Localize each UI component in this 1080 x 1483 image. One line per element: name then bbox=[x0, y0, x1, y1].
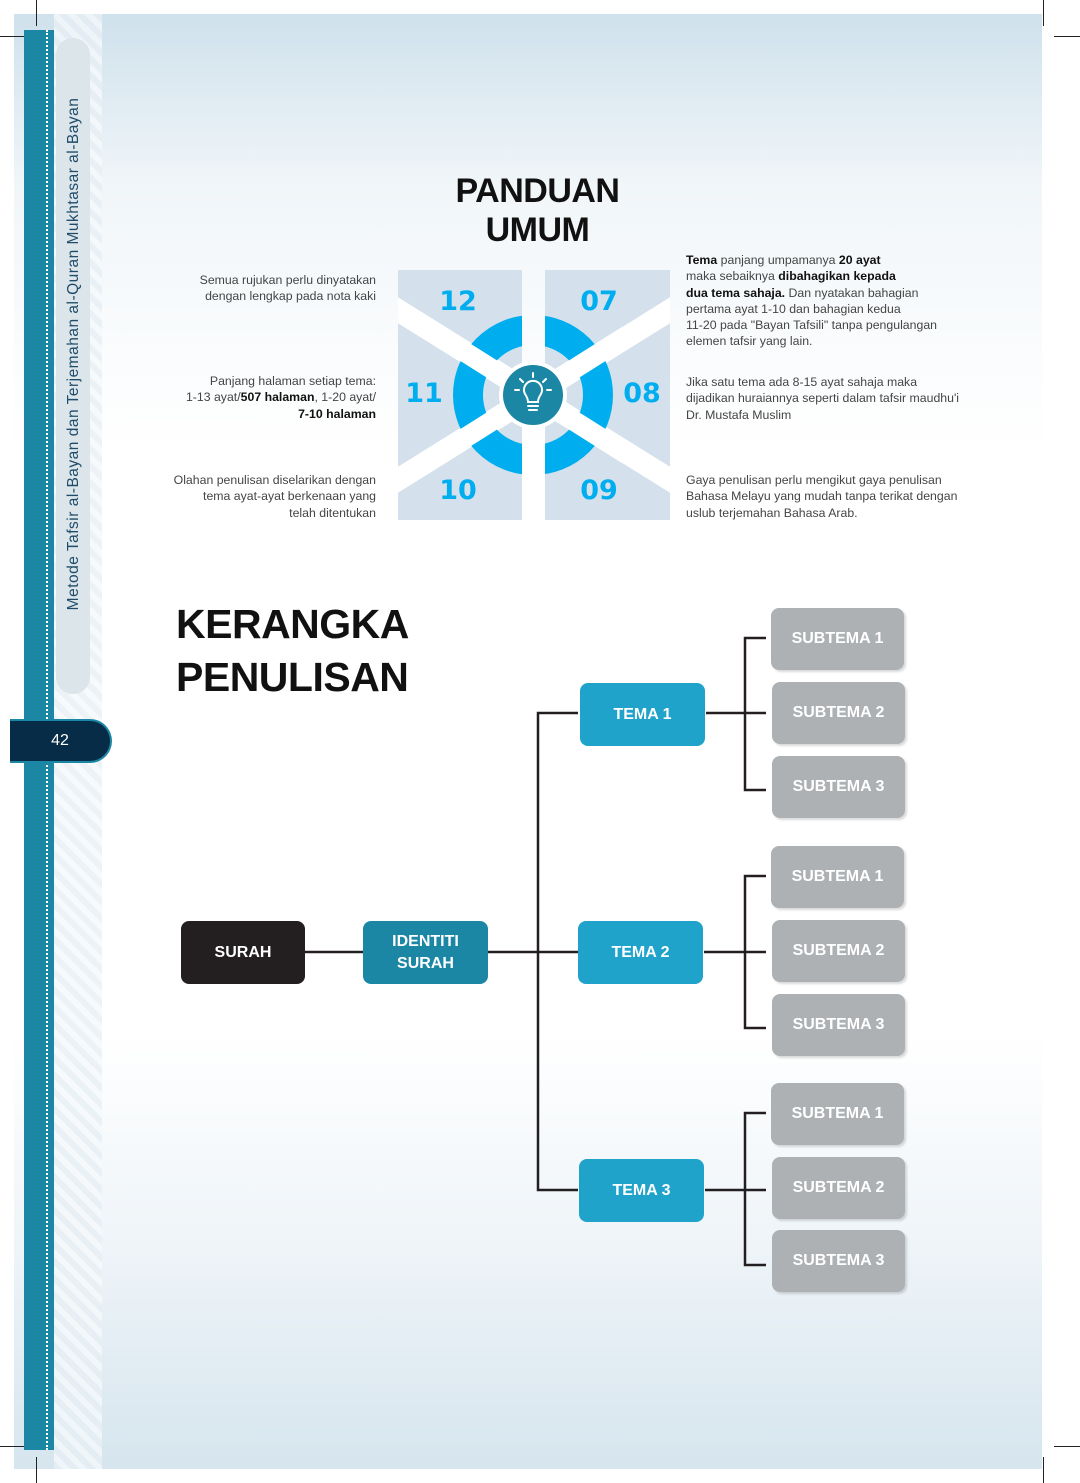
node-tema-3: TEMA 3 bbox=[579, 1159, 704, 1222]
node-tema1-subtema-3: SUBTEMA 3 bbox=[772, 756, 905, 818]
section-title-panduan: PANDUAN UMUM bbox=[455, 172, 620, 249]
note-left-2: Panjang halaman setiap tema: 1-13 ayat/507 halaman, 1-20 ayat/ 7-10 halaman bbox=[185, 374, 376, 421]
note-right-3: Gaya penulisan perlu mengikut gaya penulisan Bahasa Melayu yang mudah tanpa terikat dengan uslub terjemahan Bahasa Arab. bbox=[686, 473, 958, 520]
segment-label-10: 10 bbox=[439, 475, 477, 506]
segment-label-11: 11 bbox=[405, 378, 443, 409]
node-tema1-subtema-1: SUBTEMA 1 bbox=[771, 608, 904, 670]
segment-label-08: 08 bbox=[623, 378, 661, 409]
note-right-1: Tema panjang umpamanya 20 ayat maka sebaiknya dibahagikan kepada dua tema sahaja. Dan nyatakan bahagian pertama ayat 1-10 dan bahagian kedua 11-20 pada "Bayan Tafsili" tanpa pengulangan elemen tafsir yang lain. bbox=[686, 253, 937, 349]
segment-label-12: 12 bbox=[439, 286, 477, 317]
node-surah: SURAH bbox=[181, 921, 305, 984]
node-tema-1: TEMA 1 bbox=[580, 683, 705, 746]
book-title: Metode Tafsir al-Bayan dan Terjemahan al-Quran Mukhtasar al-Bayan bbox=[65, 97, 82, 611]
node-tema1-subtema-2: SUBTEMA 2 bbox=[772, 682, 905, 744]
note-right-2: Jika satu tema ada 8-15 ayat sahaja maka dijadikan huraiannya seperti dalam tafsir maudhu'i Dr. Mustafa Muslim bbox=[686, 375, 960, 422]
node-tema3-subtema-1: SUBTEMA 1 bbox=[771, 1083, 904, 1145]
note-left-1: Semua rujukan perlu dinyatakan dengan lengkap pada nota kaki bbox=[199, 273, 376, 304]
node-tema3-subtema-3: SUBTEMA 3 bbox=[772, 1230, 905, 1292]
section-title-kerangka: KERANGKA PENULISAN bbox=[176, 601, 409, 700]
node-tema-2: TEMA 2 bbox=[578, 921, 703, 984]
node-tema2-subtema-2: SUBTEMA 2 bbox=[772, 920, 905, 982]
node-tema3-subtema-2: SUBTEMA 2 bbox=[772, 1157, 905, 1219]
segment-label-07: 07 bbox=[580, 286, 618, 317]
segment-label-09: 09 bbox=[580, 475, 618, 506]
node-tema2-subtema-3: SUBTEMA 3 bbox=[772, 994, 905, 1056]
page-number: 42 bbox=[10, 719, 112, 763]
node-identiti-surah: IDENTITI SURAH bbox=[363, 921, 488, 984]
note-left-3: Olahan penulisan diselarikan dengan tema ayat-ayat berkenaan yang telah ditentukan bbox=[173, 473, 376, 520]
node-tema2-subtema-1: SUBTEMA 1 bbox=[771, 846, 904, 908]
